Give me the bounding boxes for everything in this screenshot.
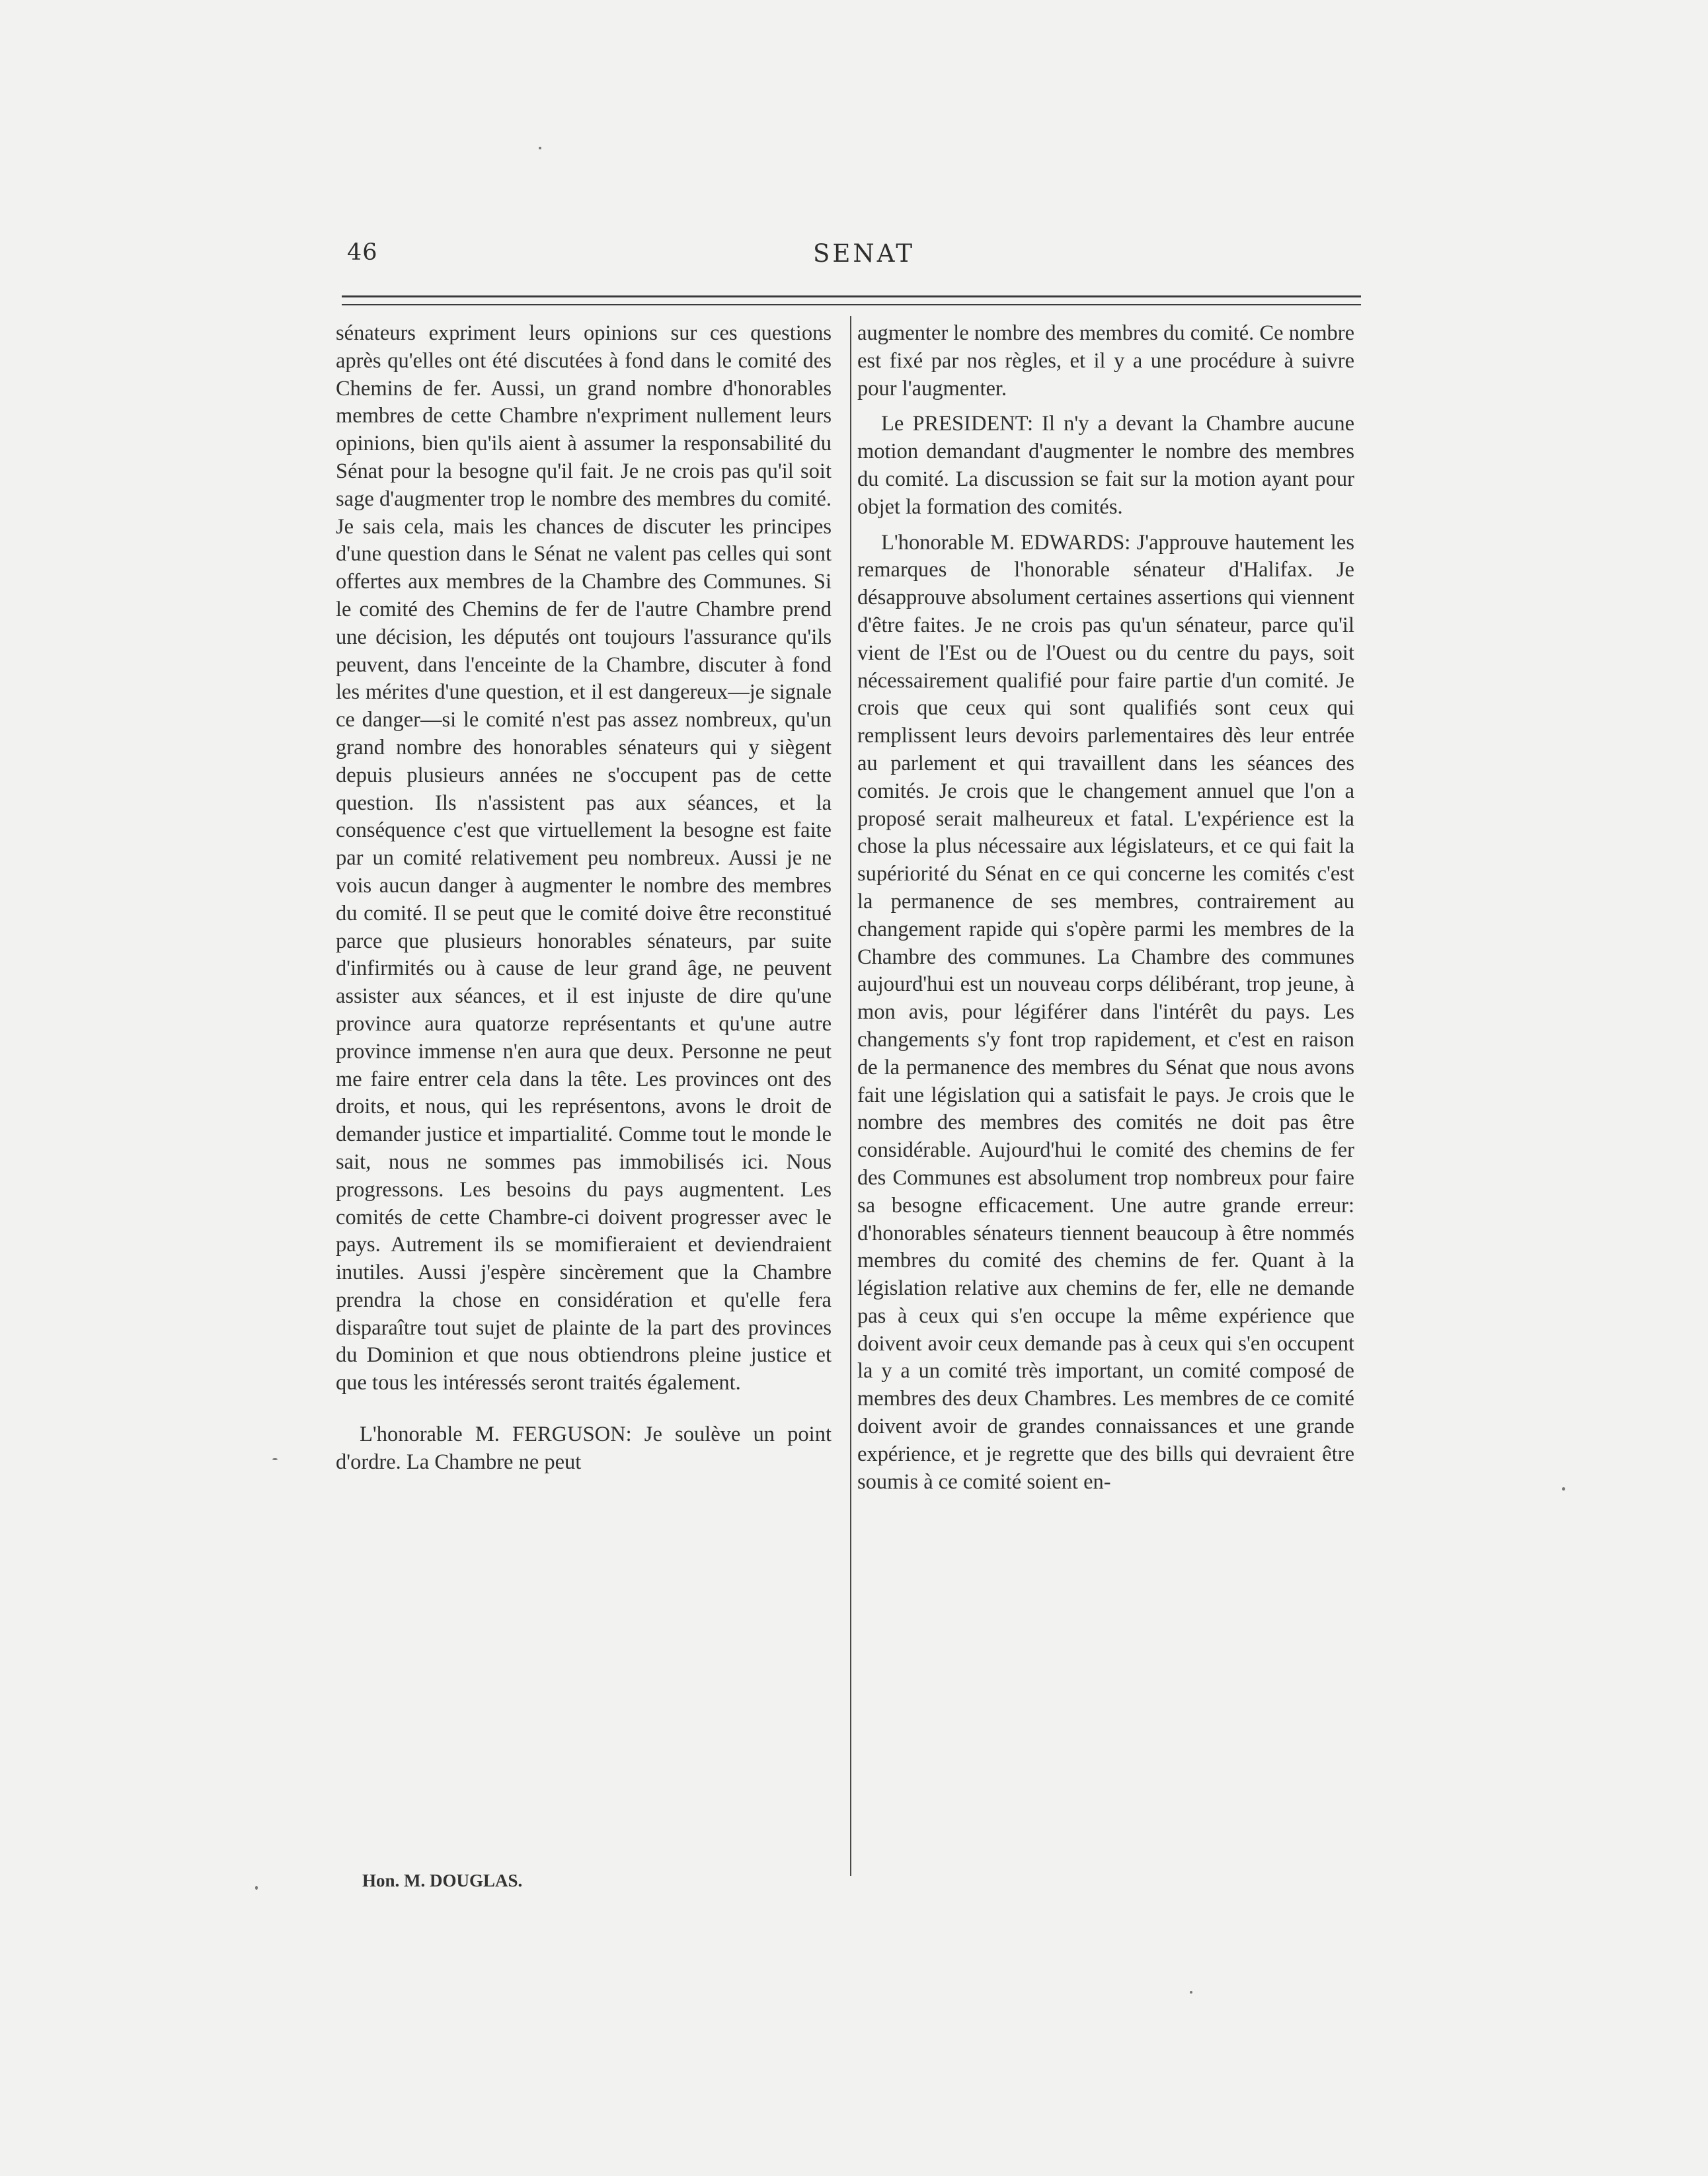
scan-speck bbox=[255, 1886, 258, 1890]
right-paragraph-1: augmenter le nombre des membres du comité. Ce nombre est fixé par nos règles, et il y a une procédure à suivre pour l'augmenter. bbox=[857, 321, 1354, 401]
page-number: 46 bbox=[347, 239, 378, 266]
running-head: SENAT bbox=[813, 239, 915, 268]
left-paragraph-2: L'honorable M. FERGUSON: Je soulève un point d'ordre. La Chambre ne peut bbox=[336, 1422, 832, 1474]
right-column bbox=[857, 320, 1354, 1496]
right-paragraph-2: Le PRESIDENT: Il n'y a devant la Chambre aucune motion demandant d'augmenter le nombre des membres du comité. La discussion se fait sur la motion ayant pour objet la formation des comités. bbox=[857, 412, 1354, 519]
right-paragraph-3: L'honorable M. EDWARDS: J'approuve hautement les remarques de l'honorable sénateur d'Halifax. Je désapprouve absolument certaines assertions qui viennent d'être faites. Je ne crois pas qu'un sénateur, parce qu'il vient de l'Est ou de l'Ouest ou du centre du pays, soit nécessairement qualifié pour faire partie d'un comité. Je crois que ceux qui sont qualifiés sont ceux qui remplissent leurs devoirs parlementaires dès leur entrée au parlement et qui travaillent dans les séances des comités. Je crois que le changement annuel que l'on a proposé serait malheureux et fatal. L'expérience est la chose la plus nécessaire aux législateurs, et ce qui fait la supériorité du Sénat en ce qui concerne les comités c'est la permanence de ses membres, contrairement au changement rapide qui s'opère parmi les membres de la Chambre des communes. La Chambre des communes aujourd'hui est un nouveau corps délibérant, trop jeune, à mon avis, pour légiférer dans l'intérêt du pays. Les changements s'y font trop rapidement, et c'est en raison de la permanence des membres du Sénat que nous avons fait une législation qui a satisfait le pays. Je crois que le nombre des membres des comités ne doit pas être considérable. Aujourd'hui le comité des chemins de fer des Communes est absolument trop nombreux pour faire sa besogne efficacement. Une autre grande erreur: d'honorables sénateurs tiennent beaucoup à être nommés membres du comité des chemins de fer. Quant à la législation relative aux chemins de fer, elle ne demande pas à ceux qui s'en occupe la même expérience que doivent avoir ceux demande pas à ceux qui s'en occupent la y a un comité très important, un comité composé de membres des deux Chambres. Les membres de ce comité doivent avoir de grandes connaissances et une grande expérience, et je regrette que des bills qui devraient être soumis à ce comité soient en- bbox=[857, 530, 1354, 1494]
header-rule-bottom bbox=[342, 304, 1361, 305]
header-rule-top bbox=[342, 295, 1361, 297]
footer-speaker-name: Hon. M. DOUGLAS. bbox=[362, 1871, 523, 1890]
scan-speck bbox=[539, 147, 541, 149]
scan-speck bbox=[1190, 1991, 1192, 1994]
left-paragraph-1: sénateurs expriment leurs opinions sur ces questions après qu'elles ont été discutées à fond dans le comité des Chemins de fer. Aussi, un grand nombre d'honorables membres de cette Chambre n'expriment nullement leurs opinions, bien qu'ils aient à assumer la responsabilité du Sénat pour la besogne qu'il fait. Je ne crois pas qu'il soit sage d'augmenter trop le nombre des membres du comité. Je sais cela, mais les chances de discuter les principes d'une question dans le Sénat ne valent pas celles qui sont offertes aux membres de la Chambre des Communes. Si le comité des Chemins de fer de l'autre Chambre prend une décision, les députés ont toujours l'assurance qu'ils peuvent, dans l'enceinte de la Chambre, discuter à fond les mérites d'une question, et il est dangereux—je signale ce danger—si le comité n'est pas assez nombreux, qu'un grand nombre des honorables sénateurs qui y siègent depuis plusieurs années ne s'occupent pas de cette question. Ils n'assistent pas aux séances, et la conséquence c'est que virtuellement la besogne est faite par un comité relativement peu nombreux. Aussi je ne vois aucun danger à augmenter le nombre des membres du comité. Il se peut que le comité doive être reconstitué parce que plusieurs honorables sénateurs, par suite d'infirmités ou à cause de leur grand âge, ne peuvent assister aux séances, et il est injuste de dire qu'une province aura quatorze représentants et qu'une autre province immense n'en aura que deux. Personne ne peut me faire entrer cela dans la tête. Les provinces ont des droits, et nous, qui les représentons, avons le droit de demander justice et impartialité. Comme tout le monde le sait, nous ne sommes pas immobilisés ici. Nous progressons. Les besoins du pays augmentent. Les comités de cette Chambre-ci doivent progresser avec le pays. Autrement ils se momifieraient et deviendraient inutiles. Aussi j'espère sincèrement que la Chambre prendra la chose en considération et qu'elle fera disparaître tout sujet de plainte de la part des provinces du Dominion et que nous obtiendrons pleine justice et que tous les intéressés seront traités également. bbox=[336, 321, 832, 1395]
left-column bbox=[336, 320, 832, 1477]
scan-speck bbox=[272, 1458, 278, 1460]
column-divider bbox=[850, 316, 851, 1876]
scan-speck bbox=[1562, 1487, 1565, 1491]
